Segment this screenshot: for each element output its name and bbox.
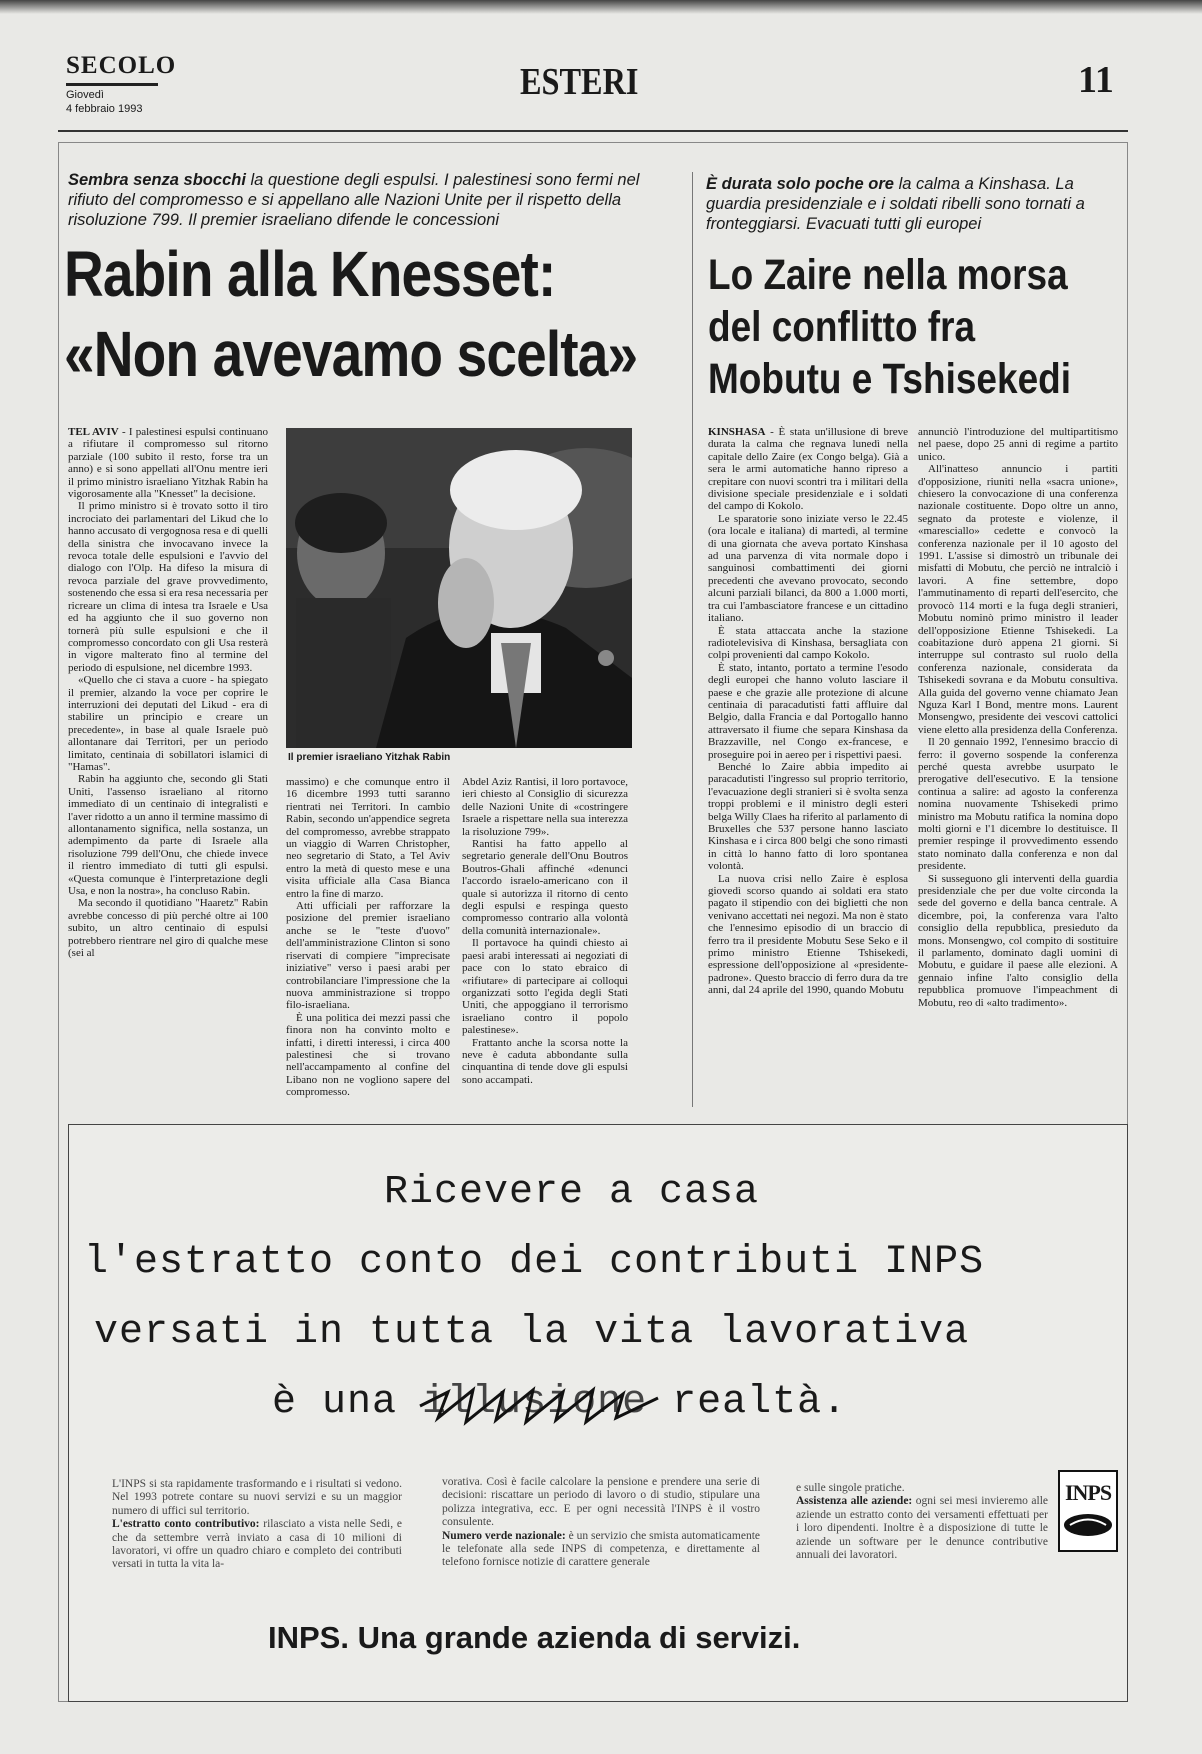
rabin-photo xyxy=(286,428,632,748)
paragraph: Si susseguono gli interventi della guardia presidenziale che per due volte circonda la sede del governo e della banca centrale. A dicembre, poi, la conferenza vara l'alto consiglio della repubblica, presieduto da mons. Monsengwo, col compito di sostituire il parlamento, dominato dagli uomini di Mobutu, e guidare il paese alle elezioni. A gennaio infine l'alto consiglio della repubblica promuove l'impeachment di Mobutu, reo di «alto tradimento». xyxy=(918,872,1118,1009)
left-headline-line1: Rabin alla Knesset: xyxy=(64,238,556,310)
left-headline-line2: «Non avevamo scelta» xyxy=(64,318,638,390)
left-dateline: TEL AVIV xyxy=(68,426,119,438)
left-article-column-3 xyxy=(462,776,628,1106)
ad-line-1: Ricevere a casa xyxy=(384,1170,760,1215)
paragraph: È stata attaccata anche la stazione radiotelevisiva di Kinshasa, bersagliata con colpi provenienti dal campo Kokolo. xyxy=(708,624,908,662)
ad-body-column-3 xyxy=(796,1482,1048,1620)
ad-label: Assistenza alle aziende: xyxy=(796,1495,913,1508)
right-headline-line3: Mobutu e Tshisekedi xyxy=(708,355,1072,403)
paragraph: Rabin ha aggiunto che, secondo gli Stati Uniti, l'assenso israeliano al ritorno immediato di un centinaio di integralisti e l'aver ridotto a un anno il termine massimo di allontanamento significa, nella sostanza, un adempimento da parte di Israele alla risoluzione 799 dell'Onu, che chiede invece il rientro immediato di tutti gli espulsi. «Questa comunque è l'interpretazione degli Usa, e non la nostra», ha concluso Rabin. xyxy=(68,773,268,898)
paragraph: «Quello che ci stava a cuore - ha spiegato il premier, alzando la voce per coprire le interruzioni dei deputati del Likud - era di stabilire un principio e creare un precedente», in base al quale Israele può allontanare dai Territori, per un periodo limitato, centinaia di sobillatori islamici di "Hamas". xyxy=(68,674,268,773)
right-headline-line2: del conflitto fra xyxy=(708,303,976,351)
left-article-column-1 xyxy=(68,426,268,1106)
right-article-column-1 xyxy=(708,426,908,1106)
photo-caption: Il premier israeliano Yitzhak Rabin xyxy=(288,752,451,763)
masthead-rule xyxy=(58,130,1128,132)
ad-body-column-1 xyxy=(112,1478,402,1600)
ad-body-column-2 xyxy=(442,1476,760,1600)
right-dateline: KINSHASA xyxy=(708,426,766,438)
paragraph: La nuova crisi nello Zaire è esplosa giovedì scorso quando ai soldati era stato pagato il stipendio con dei biglietti che non venivano accettati nei negozi. Ma non è stato che l'ennesimo episodio di un braccio di ferro tra il presidente Mobutu Sese Seko e il primo ministro Etienne Tshisekedi, espressione dell'opposizione al «presidente-padrone». Questo braccio di ferro dura da tre anni, dal 24 aprile del 1990, quando Mobutu xyxy=(708,872,908,997)
rabin-photo-illustration xyxy=(286,428,632,748)
left-kicker-lead: Sembra senza sbocchi xyxy=(68,171,246,189)
masthead-date: 4 febbraio 1993 xyxy=(66,103,143,115)
paragraph: Atti ufficiali per rafforzare la posizione del premier israeliano anche se le "teste d'uovo" dell'amministrazione Clinton si sono riservati di compiere "imprecisate iniziative" verso i paesi arabi per controbilanciare l'impressione che la nuova amministrazione si troppo filo-israeliana. xyxy=(286,900,450,1012)
inps-emblem-icon xyxy=(1060,1510,1116,1540)
section-title: ESTERI xyxy=(520,61,639,103)
ad-label: L'estratto conto contributivo: xyxy=(112,1518,260,1531)
right-kicker-lead: È durata solo poche ore xyxy=(706,175,894,193)
left-article-column-2 xyxy=(286,776,450,1106)
ad-struck-text: illusione xyxy=(422,1380,648,1425)
ad-paragraph: e sulle singole pratiche. xyxy=(796,1482,905,1494)
inps-logo xyxy=(1058,1470,1118,1552)
left-kicker-text: la questione degli espulsi. I palestinesi sono fermi nel rifiuto del compromesso e si appellano alle Nazioni Unite per il rispetto della risoluzione 799. Il premier israeliano difende le concessioni xyxy=(68,171,640,229)
right-headline-line1: Lo Zaire nella morsa xyxy=(708,251,1068,299)
paragraph: Abdel Aziz Rantisi, il loro portavoce, ieri chiesto al Consiglio di sicurezza delle Nazioni Unite di «costringere Israele a rispettare nella sua interezza la risoluzione 799». xyxy=(462,776,628,838)
paragraph: Le sparatorie sono iniziate verso le 22.45 (ora locale e italiana) di martedì, al termine di una giornata che aveva portato Kinshasa ad una parvenza di vita normale dopo i sanguinosi combattimenti dei giorni precedenti che avevano provocato, secondo alcuni parziali bilanci, da 800 a 1.000 morti, tra cui l'ambasciatore francese e un cittadino italiano. xyxy=(708,512,908,625)
scribble-strikethrough-icon xyxy=(418,1384,668,1428)
paragraph: Benché lo Zaire abbia impedito ai paracadutisti l'ingresso sul proprio territorio, l'evacuazione degli stranieri si è svolta senza troppi problemi e il ministro degli esteri belga Willy Claes ha riferito al parlamento di Bruxelles che 537 persone hanno lasciato Kinshasa e i circa 800 belgi che sono rimasti in città lo hanno fatto di loro spontanea volontà. xyxy=(708,760,908,873)
ad-line-4 xyxy=(272,1380,847,1425)
right-kicker-text: la calma a Kinshasa. La guardia presidenziale e i soldati ribelli sono tornati a fronteggiarsi. Evacuati tutti gli europei xyxy=(706,175,1085,233)
ad-paragraph: ogni sei mesi invieremo alle aziende un estratto conto dei versamenti effettuati per i loro dipendenti. Inoltre è a disposizione di tutte le aziende un software per le denunce contributive annuali dei lavoratori. xyxy=(796,1495,1048,1562)
paragraph: Il portavoce ha quindi chiesto ai paesi arabi interessati ai negoziati di pace con lo stato ebraico di «rifiutare» di partecipare ai colloqui organizzati sotto l'egida degli Stati Uniti, che appoggiano il terrorismo israeliano contro il popolo palestinese». xyxy=(462,937,628,1037)
right-article-kicker xyxy=(706,174,1096,234)
paragraph: È stato, intanto, portato a termine l'esodo degli europei che hanno voluto lasciare il paese e che grazie alle protezione di alcune centinaia di paracadutisti fatti affluire dal Belgio, dalla Francia e dal Portogallo hanno attraversato il fiume che separa Kinshasa da Brazzaville, nel Congo ex-francese, e proseguire poi in aereo per i rispettivi paesi. xyxy=(708,661,908,761)
ad-line-2: l'estratto conto dei contributi INPS xyxy=(84,1240,985,1285)
ad-label: Numero verde nazionale: xyxy=(442,1529,566,1542)
logo-underline xyxy=(66,83,158,86)
ad-line-4-start: è una xyxy=(272,1380,398,1425)
column-divider xyxy=(692,172,693,1107)
paragraph: È una politica dei mezzi passi che finora non ha convinto molto e infatti, i diretti interessi, i circa 400 palestinesi che si trovano nell'accampamento al confine del Libano non ne vogliono sapere del compromesso. xyxy=(286,1011,450,1099)
ad-paragraph: vorativa. Così è facile calcolare la pensione e prendere una serie di decisioni: riscattare un periodo di lavoro o di studio, stipulare una polizza integrativa, ecc. E per ogni necessità l'INPS è il vostro consulente. xyxy=(442,1476,760,1529)
ad-paragraph: è un servizio che smista automaticamente le telefonate alla sede INPS di competenza, e direttamente al telefono fornisce notizie di carattere generale xyxy=(442,1529,760,1569)
page-number: 11 xyxy=(1078,59,1114,101)
paragraph: All'inatteso annuncio i partiti d'opposizione, riuniti nella «sacra unione», chiesero la convocazione di una conferenza nazionale costituente. Dopo oltre un anno, segnato da proteste e violenze, il «maresciallo» cedette e convocò la conferenza nazionale per il 10 agosto del 1991. L'assise si dimostrò un tribunale dei misfatti di Mobutu, che perciò ne intralciò i lavori. A fine settembre, dopo l'ammutinamento di reparti dell'esercito, che provocò 114 morti e la fuga degli stranieri, Mobutu nominò primo ministro il leader dell'opposizione Etienne Tshisekedi. La coabitazione durò appena 21 giorni. Si interruppe sul contrasto sul ruolo della conferenza nazionale, considerata da Tshisekedi sovrana e da Mobutu consultiva. Alla guida del governo venne chiamato Jean Nguza Karl I Bond, mentre mons. Laurent Monsengwo, presidente dei vescovi cattolici viene eletto alla presidenza della Conferenza. xyxy=(918,463,1118,736)
ad-slogan: INPS. Una grande azienda di servizi. xyxy=(268,1620,801,1655)
newspaper-logo: SECOLO xyxy=(66,52,177,79)
paragraph: massimo) e che comunque entro il 16 dicembre 1993 tutti saranno rientrati nei Territori. In cambio Rabin, secondo un'appendice segreta del compromesso, avrebbe strappato un viaggio di Warren Christopher, neo segretario di Stato, a Tel Aviv entro la metà di questo mese e una visita ufficiale alla Casa Bianca entro la fine di marzo. xyxy=(286,776,450,900)
right-article-column-2 xyxy=(918,426,1118,1106)
paragraph: Il 20 gennaio 1992, l'ennesimo braccio di ferro: il governo sospende la conferenza perché questa avrebbe usurpato le prerogative dell'esecutivo. E la tensione continua a salire: ad agosto la conferenza nomina nuovamente Tshisekedi primo ministro ma Mobutu ratifica la nomina dopo molti giorni e l'1 dicembre lo destituisce. Il premier respinge il provvedimento essendo stato nominato dalla conferenza e non dal presidente. xyxy=(918,736,1118,873)
left-article-kicker xyxy=(68,170,668,230)
paragraph: - I palestinesi espulsi continuano a rifiutare il compromesso sul ritorno parziale (100 subito il resto, forse tra un anno) e si sono appellati all'Onu mentre ieri il primo ministro israeliano Yitzhak Rabin ha vigorosamente alla "Knesset" la decisione. xyxy=(68,426,268,501)
ad-struck-word xyxy=(422,1380,647,1425)
paragraph: - È stata un'illusione di breve durata la calma che regnava lunedì nella capitale dello Zaire (ex Congo belga). Già a sera le armi automatiche hanno ripreso a crepitare con nuovi scontri tra i militari della divisione speciale presidenziale e i soldati del campo di Kokolo. xyxy=(708,426,908,513)
ad-line-4-end: realtà. xyxy=(672,1380,848,1425)
paragraph: annunciò l'introduzione del multipartitismo nel paese, dopo 25 anni di regime a partito unico. xyxy=(918,426,1118,463)
ad-line-3: versati in tutta la vita lavorativa xyxy=(94,1310,970,1355)
scan-shadow xyxy=(0,0,1202,14)
paragraph: Rantisi ha fatto appello al segretario generale dell'Onu Boutros Boutros-Ghali affinché «denunci l'accordo israelo-americano con il quale si autorizza il ritorno di cento degli espulsi e respinga questo compromesso contrario alla volontà della comunità internazionale». xyxy=(462,838,628,937)
paragraph: Ma secondo il quotidiano "Haaretz" Rabin avrebbe concesso di più perché oltre ai 100 subito, un altro centinaio di espulsi potrebbero rientrare nel giro di qualche mese (sei al xyxy=(68,897,268,960)
ad-paragraph: rilasciato a vista nelle Sedi, e che da settembre verrà inviato a casa di 10 milioni di lavoratori, vi offre un quadro chiaro e completo dei contributi versati in tutta la vita la- xyxy=(112,1518,402,1571)
inps-logo-text: INPS xyxy=(1064,1480,1112,1505)
masthead-day: Giovedì xyxy=(66,89,104,101)
paragraph: Il primo ministro si è trovato sotto il tiro incrociato dei parlamentari del Likud che lo hanno accusato di vergognosa resa e di quelli della sinistra che invocavano invece la revoca totale delle espulsioni e l'avvio del dialogo con l'Olp. Ha difeso la misura di revoca parziale del grave provvedimento, sostenendo che essa si era resa necessaria per ricreare un clima di intesa tra Israele e Usa ed ha aggiunto che il suo governo non tornerà più sulle espulsioni e che il compromesso concordato con gli Usa resterà in vigore malterato fino al termine del periodo di espulsione, nel dicembre 1993. xyxy=(68,500,268,674)
ad-paragraph: L'INPS si sta rapidamente trasformando e i risultati si vedono. Nel 1993 potrete contare su nuovi servizi e su un maggior numero di uffici sul territorio. xyxy=(112,1478,402,1517)
paragraph: Frattanto anche la scorsa notte la neve è caduta abbondante sulla cinquantina di tende dove gli espulsi sono accampati. xyxy=(462,1036,628,1086)
